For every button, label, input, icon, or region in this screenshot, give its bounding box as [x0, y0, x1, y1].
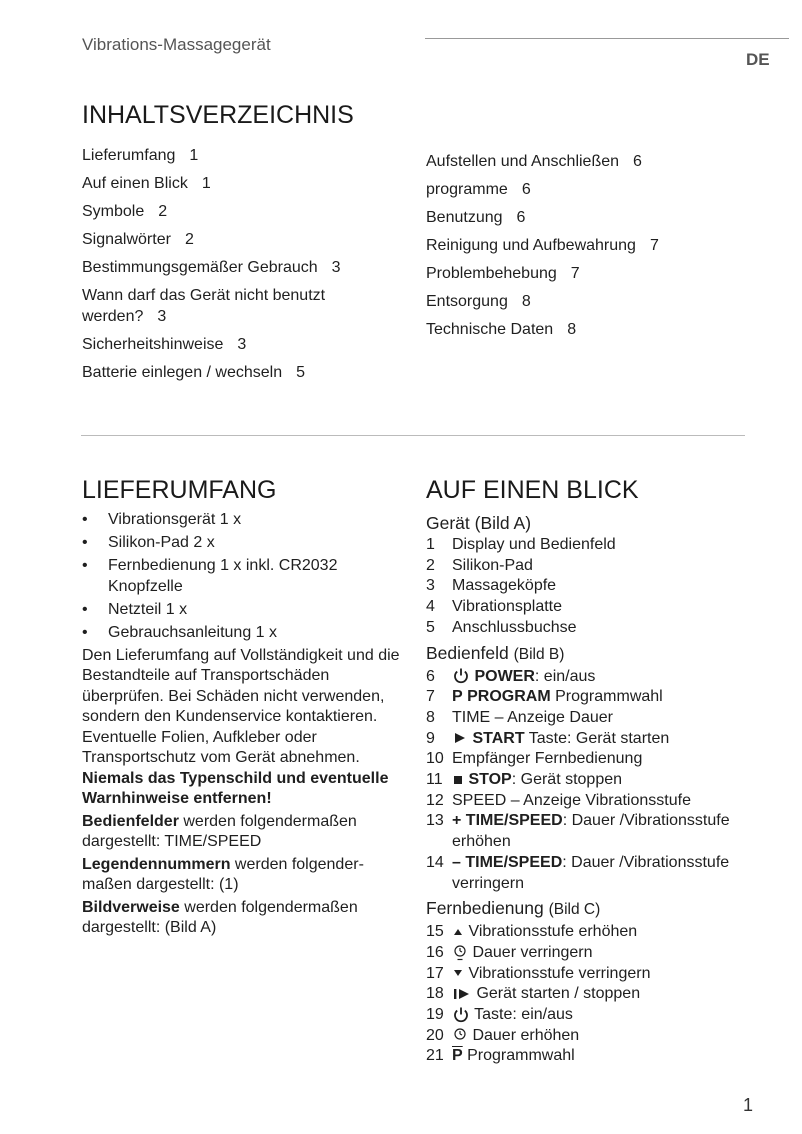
toc-entry-label: Entsorgung	[426, 292, 508, 310]
bullet-icon: •	[82, 557, 88, 574]
toc-entry[interactable]	[82, 169, 412, 197]
toc-entry-label: Problembehebung	[426, 264, 557, 282]
convention-paragraph	[82, 898, 400, 939]
list-item	[82, 556, 400, 597]
item-text: Gerät starten / stoppen	[476, 985, 641, 1003]
toc-entry[interactable]	[426, 147, 756, 175]
bullet-icon: •	[82, 511, 88, 528]
item-text: : Gerät stoppen	[511, 771, 623, 789]
item-number: 8	[426, 708, 435, 726]
remove-paragraph: Eventuelle Folien, Aufkleber oder Transportschutz vom Gerät abnehmen.	[82, 728, 360, 766]
toc-entry-page: 2	[158, 202, 168, 220]
item-number: 5	[426, 618, 435, 636]
list-item	[426, 811, 756, 852]
toc-left-column	[82, 141, 412, 386]
list-item	[426, 853, 756, 894]
list-item	[426, 964, 756, 985]
toc-entry-label: Reinigung und Aufbewahrung	[426, 236, 636, 254]
convention-term: Bildverweise	[82, 898, 180, 916]
toc-entry-page: 3	[331, 258, 341, 276]
item-number: 18	[426, 985, 444, 1003]
fernbedienung-list	[426, 922, 756, 1067]
subheading-title: Fernbedienung	[426, 898, 544, 919]
item-number: 17	[426, 964, 444, 982]
warning-paragraph: Niemals das Typenschild und eventuelle Warnhinweise entfernen!	[82, 769, 389, 807]
toc-entry[interactable]	[426, 287, 756, 315]
item-keyword: + TIME/SPEED	[452, 812, 563, 830]
list-item	[426, 535, 756, 556]
figure-ref: (Bild C)	[548, 901, 601, 919]
toc-entry-page: 3	[157, 307, 167, 325]
toc-entry-page: 6	[516, 208, 526, 226]
toc-entry-page: 5	[296, 363, 306, 381]
item-number: 12	[426, 791, 444, 809]
item-keyword: PROGRAM	[467, 688, 551, 706]
list-item	[426, 984, 756, 1005]
item-number: 6	[426, 667, 435, 685]
item-number: 7	[426, 688, 435, 706]
toc-entry-page: 8	[521, 292, 531, 310]
convention-suffix: )	[233, 876, 239, 893]
bullet-icon: •	[82, 534, 88, 551]
list-item	[426, 1046, 756, 1067]
convention-text: werden folgendermaßen dargestellt: (	[82, 855, 364, 893]
list-item	[426, 943, 756, 964]
toc-entry-label: Sicherheitshinweise	[82, 335, 224, 353]
play-icon	[452, 731, 468, 745]
page-number: 1	[743, 1095, 754, 1115]
list-item	[426, 556, 756, 577]
item-text: : Dauer /Vibrationsstufe verringern	[452, 853, 730, 892]
program-p-icon: P	[452, 688, 463, 706]
item-number: 20	[426, 1026, 444, 1044]
list-item-text: Fernbedienung 1 x inkl. CR2032 Knopfzelle	[108, 557, 338, 595]
toc-entry-label: Batterie einlegen / wechseln	[82, 363, 283, 381]
figure-ref: (Bild B)	[513, 645, 565, 663]
geraet-list	[426, 535, 756, 639]
item-text: Programmwahl	[467, 1047, 575, 1065]
list-item	[426, 667, 756, 688]
item-text: Dauer verringern	[472, 943, 593, 961]
item-number: 10	[426, 750, 444, 768]
figure-ref: (Bild A)	[474, 513, 532, 533]
convention-text: werden folgendermaßen dargestellt: (	[82, 898, 358, 936]
play-pause-icon	[452, 987, 472, 1001]
toc-entry[interactable]	[82, 253, 412, 281]
item-number: 13	[426, 812, 444, 830]
bullet-icon: •	[82, 623, 88, 641]
item-number: 19	[426, 1006, 444, 1024]
toc-entry[interactable]	[426, 231, 756, 259]
list-item	[82, 533, 400, 554]
list-item	[82, 600, 400, 621]
item-text: Vibrationsstufe verringern	[468, 964, 651, 982]
convention-term: Bedienfelder	[82, 812, 179, 830]
convention-text: werden folgendermaßen dargestellt:	[82, 812, 357, 850]
timer-plus-icon	[452, 1027, 468, 1045]
item-text: TIME – Anzeige Dauer	[452, 708, 613, 726]
geraet-subheading	[426, 511, 756, 535]
item-number: 14	[426, 853, 444, 871]
list-item-text: Netzteil 1 x	[108, 600, 188, 618]
lieferumfang-section	[82, 510, 400, 939]
toc-entry-label: Auf einen Blick	[82, 174, 188, 192]
power-icon	[452, 1006, 470, 1024]
toc-entry-label: Wann darf das Gerät nicht benutzt werden?	[82, 286, 326, 325]
convention-example: Bild A	[170, 919, 211, 936]
toc-entry-label: Aufstellen und Anschließen	[426, 152, 620, 170]
toc-entry-label: Bestimmungsgemäßer Gebrauch	[82, 258, 318, 276]
item-text: Taste: Gerät starten	[524, 729, 670, 747]
arrow-up-icon	[452, 926, 464, 938]
item-keyword: – TIME/SPEED	[452, 853, 563, 871]
list-item	[426, 770, 756, 791]
auf-einen-blick-heading: AUF EINEN BLICK	[426, 476, 639, 504]
toc-entry-page: 6	[633, 152, 642, 170]
toc-entry[interactable]	[82, 281, 372, 330]
toc-entry-page: 7	[570, 264, 580, 282]
lieferumfang-heading: LIEFERUMFANG	[82, 476, 277, 504]
toc-entry[interactable]	[82, 141, 412, 169]
language-code: DE	[746, 50, 770, 69]
item-text: SPEED – Anzeige Vibrationsstufe	[452, 791, 691, 809]
list-item-text: Silikon-Pad 2 x	[108, 534, 215, 551]
list-item	[426, 922, 756, 943]
item-text: Dauer erhöhen	[472, 1026, 580, 1044]
list-item	[82, 623, 400, 644]
item-number: 21	[426, 1047, 444, 1065]
item-text: Vibrationsplatte	[452, 598, 562, 616]
stop-icon	[452, 774, 464, 786]
toc-entry-page: 6	[521, 180, 531, 198]
fernbedienung-subheading	[426, 896, 756, 922]
item-keyword: STOP	[468, 771, 512, 789]
toc-entry-page: 3	[237, 335, 247, 353]
list-item	[426, 1005, 756, 1026]
toc-entry-page: 2	[184, 230, 194, 248]
item-number: 1	[426, 536, 435, 553]
item-number: 16	[426, 943, 444, 961]
toc-heading: INHALTSVERZEICHNIS	[82, 101, 354, 129]
toc-entry[interactable]	[426, 259, 756, 287]
list-item	[426, 618, 756, 639]
toc-entry[interactable]	[426, 175, 756, 203]
list-item	[426, 1026, 756, 1047]
convention-paragraph	[82, 812, 400, 853]
item-number: 2	[426, 556, 435, 574]
toc-entry[interactable]	[82, 197, 412, 225]
convention-example: 1	[224, 876, 234, 893]
item-number: 11	[426, 771, 443, 789]
power-icon	[452, 667, 470, 685]
section-divider	[81, 435, 745, 436]
list-item	[426, 791, 756, 812]
list-item	[426, 597, 756, 618]
toc-entry-page: 8	[567, 320, 577, 338]
convention-suffix: )	[210, 919, 217, 936]
toc-entry-page: 1	[201, 174, 211, 192]
header-rule	[425, 38, 789, 39]
item-text: Vibrationsstufe erhöhen	[468, 923, 638, 941]
item-keyword: POWER	[474, 667, 535, 685]
toc-entry[interactable]	[426, 203, 756, 231]
toc-right-column	[426, 147, 756, 343]
toc-entry[interactable]	[82, 358, 412, 386]
item-keyword: START	[472, 729, 525, 747]
list-item-text: Vibrationsgerät 1 x	[108, 511, 242, 528]
item-number: 3	[426, 577, 435, 595]
arrow-down-icon	[452, 967, 464, 979]
item-text: Empfänger Fernbedienung	[452, 750, 643, 768]
item-text: Programmwahl	[550, 688, 663, 706]
toc-entry-page: 1	[189, 146, 199, 164]
auf-einen-blick-section	[426, 511, 756, 1069]
toc-entry[interactable]	[426, 315, 756, 343]
bedienfeld-subheading	[426, 641, 756, 667]
toc-entry-label: Benutzung	[426, 208, 503, 226]
toc-entry[interactable]	[82, 330, 412, 358]
item-number: 4	[426, 598, 435, 616]
list-item	[426, 708, 756, 729]
bedienfeld-list	[426, 667, 756, 895]
convention-example: TIME/SPEED	[164, 833, 262, 850]
list-item-text: Gebrauchsanleitung 1 x	[108, 623, 277, 641]
item-number: 15	[426, 923, 444, 941]
check-paragraph: Den Lieferumfang auf Vollständigkeit und die Bestandteile auf Transportschäden überprüfen. Bei Schäden nicht verwenden, sondern den Kundenservice kontaktieren.	[82, 646, 400, 725]
toc-entry-label: Lieferumfang	[82, 146, 176, 164]
timer-minus-icon	[452, 944, 468, 962]
item-text: : Dauer /Vibrationsstufe erhöhen	[452, 812, 730, 851]
list-item	[426, 687, 756, 708]
item-text: Anschlussbuchse	[452, 618, 577, 636]
convention-paragraph	[82, 855, 400, 896]
item-text: Massageköpfe	[452, 577, 557, 595]
document-title: Vibrations-Massagegerät	[82, 35, 271, 54]
list-item	[82, 510, 400, 531]
list-item	[426, 576, 756, 597]
bullet-icon: •	[82, 600, 88, 618]
toc-entry-label: programme	[426, 180, 508, 198]
toc-entry-page: 7	[649, 236, 659, 254]
item-number: 9	[426, 729, 435, 747]
list-item	[426, 749, 756, 770]
item-text: : ein/aus	[534, 667, 596, 685]
toc-entry-label: Signalwörter	[82, 230, 171, 248]
subheading-title: Bedienfeld	[426, 642, 509, 663]
item-text: Silikon-Pad	[452, 556, 533, 574]
item-text: Display und Bedienfeld	[452, 536, 616, 553]
toc-entry[interactable]	[82, 225, 412, 253]
item-text: Taste: ein/aus	[474, 1006, 573, 1024]
toc-entry-label: Symbole	[82, 202, 145, 220]
program-p-icon: $\overline{P}$	[452, 1047, 463, 1065]
subheading-title: Gerät	[426, 513, 470, 533]
toc-entry-label: Technische Daten	[426, 320, 554, 338]
list-item	[426, 729, 756, 750]
delivery-list	[82, 510, 400, 643]
convention-term: Legendennummern	[82, 855, 231, 873]
